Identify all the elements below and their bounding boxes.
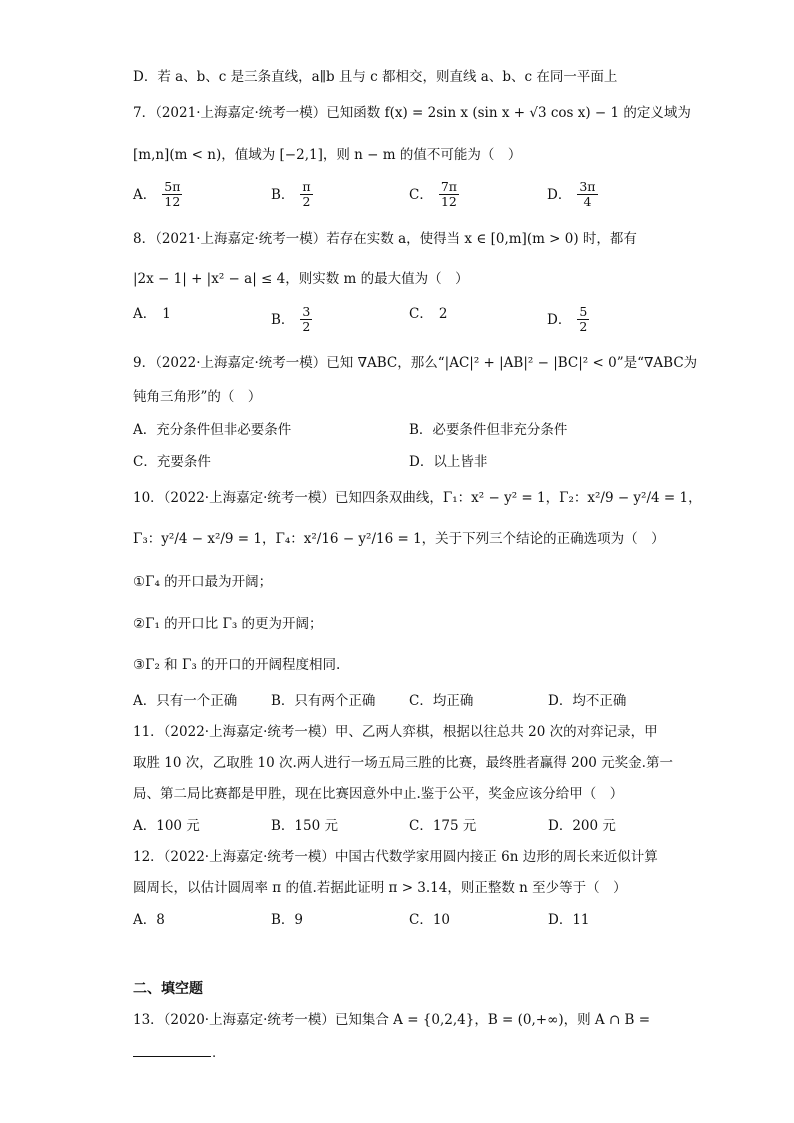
q12-option-a: A．8 <box>133 912 165 928</box>
q7-option-a: A． $\frac{5\pi}{12}$ <box>133 179 181 209</box>
q11-option-c: C．175 元 <box>409 818 477 834</box>
q8-option-c: C． 2 <box>409 306 448 322</box>
q8-options <box>133 305 673 333</box>
q8-option-d: D． $\frac{5}{2}$ <box>547 304 588 334</box>
q12-option-c: C．10 <box>409 912 451 928</box>
q7-stem: 7．（2021·上海嘉定·统考一模）已知函数 f(x) = 2sin x (sin x + √3 cos x) − 1 的定义域为 <box>133 105 691 121</box>
q13-period: . <box>212 1046 217 1061</box>
q7-stem-cont: [m,n](m < n)，值域为 [−2,1]，则 n − m 的值不可能为（ ） <box>133 147 522 163</box>
q8-stem: 8．（2021·上海嘉定·统考一模）若存在实数 a，使得当 x ∈ [0,m](m > 0) 时，都有 <box>133 231 637 247</box>
q8-option-a: A． 1 <box>133 306 171 322</box>
q9-option-d: D．以上皆非 <box>409 454 488 470</box>
q6-option-d: D．若 a、b、c 是三条直线，a∥b 且与 c 都相交，则直线 a、b、c 在同一平面上 <box>133 69 618 85</box>
q12-stem: 12．（2022·上海嘉定·统考一模）中国古代数学家用圆内接正 6n 边形的周长来近似计算 <box>133 849 658 865</box>
q11-stem: 11．（2022·上海嘉定·统考一模）甲、乙两人弈棋，根据以往总共 20 次的对弈记录，甲 <box>133 724 658 740</box>
q10-option-b: B．只有两个正确 <box>271 693 376 709</box>
section-heading-fill-in: 二、填空题 <box>133 981 203 997</box>
q10-option-c: C．均正确 <box>409 693 474 709</box>
q9-stem: 9．（2022·上海嘉定·统考一模）已知 ∇ABC，那么“|AC|² + |AB|² − |BC|² < 0”是“∇ABC为 <box>133 355 698 371</box>
q10-conclusion-2: ②Γ₁ 的开口比 Γ₃ 的更为开阔； <box>133 616 323 632</box>
q10-option-a: A．只有一个正确 <box>133 693 238 709</box>
q11-stem-cont-2: 局、第二局比赛都是甲胜，现在比赛因意外中止.鉴于公平，奖金应该分给甲（ ） <box>133 786 624 802</box>
q7-option-b: B． $\frac{\pi}{2}$ <box>271 179 311 209</box>
q12-option-b: B．9 <box>271 912 304 928</box>
q9-option-b: B．必要条件但非充分条件 <box>409 422 568 438</box>
q9-stem-cont: 钝角三角形”的（ ） <box>133 389 262 405</box>
q10-stem: 10．（2022·上海嘉定·统考一模）已知四条双曲线，Γ₁：x² − y² = 1，Γ₂：x²/9 − y²/4 = 1， <box>133 490 702 506</box>
q7-option-d: D． $\frac{3\pi}{4}$ <box>547 179 596 209</box>
q10-conclusion-1: ①Γ₄ 的开口最为开阔； <box>133 574 273 590</box>
answer-blank[interactable] <box>133 1056 211 1057</box>
q13-stem: 13．（2020·上海嘉定·统考一模）已知集合 A = {0,2,4}，B = (0,+∞)，则 A ∩ B = <box>133 1012 651 1028</box>
q11-option-b: B．150 元 <box>271 818 338 834</box>
q7-options <box>133 180 673 208</box>
q10-option-d: D．均不正确 <box>548 693 627 709</box>
q11-option-a: A．100 元 <box>133 818 200 834</box>
q12-option-d: D．11 <box>548 912 590 928</box>
q8-stem-cont: |2x − 1| + |x² − a| ≤ 4，则实数 m 的最大值为（ ） <box>133 271 469 287</box>
q10-stem-cont: Γ₃：y²/4 − x²/9 = 1，Γ₄：x²/16 − y²/16 = 1，关于下列三个结论的正确选项为（ ） <box>133 531 665 547</box>
q10-conclusion-3: ③Γ₂ 和 Γ₃ 的开口的开阔程度相同. <box>133 657 341 673</box>
q11-stem-cont: 取胜 10 次，乙取胜 10 次.两人进行一场五局三胜的比赛，最终胜者赢得 200 元奖金.第一 <box>133 755 673 771</box>
q12-stem-cont: 圆周长，以估计圆周率 π 的值.若据此证明 π > 3.14，则正整数 n 至少等于（ ） <box>133 880 627 896</box>
q11-option-d: D．200 元 <box>548 818 616 834</box>
q8-option-b: B． $\frac{3}{2}$ <box>271 304 311 334</box>
q9-option-c: C．充要条件 <box>133 454 211 470</box>
q7-option-c: C． $\frac{7\pi}{12}$ <box>409 179 458 209</box>
q9-option-a: A．充分条件但非必要条件 <box>133 422 292 438</box>
